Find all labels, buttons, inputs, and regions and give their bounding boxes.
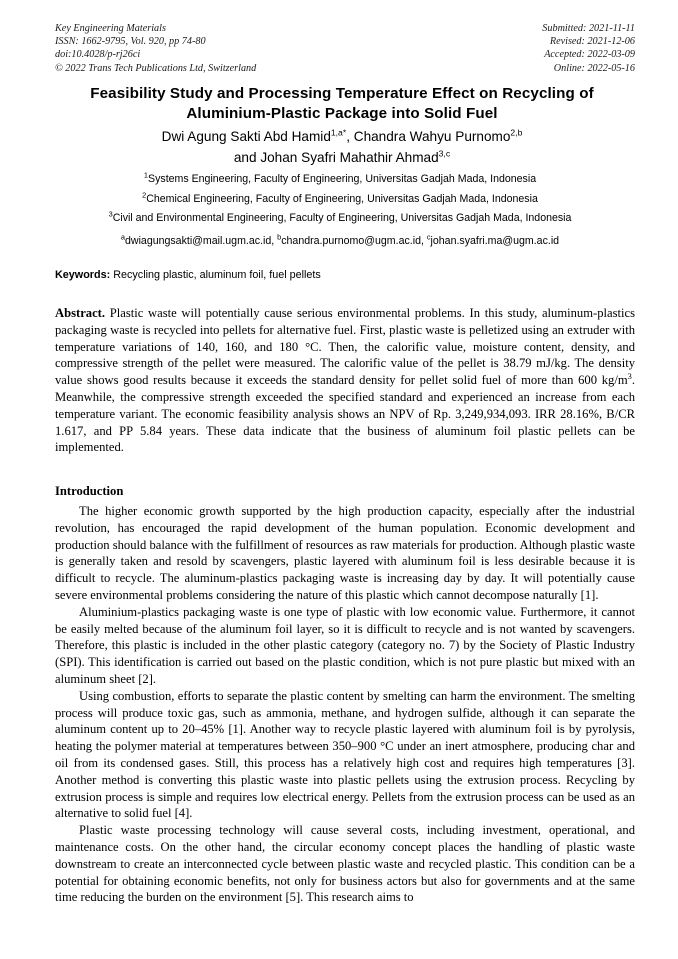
affiliation-marker-2: 2	[142, 189, 147, 199]
email-marker-b: b	[277, 231, 282, 241]
paper-title-line-1: Feasibility Study and Processing Temperature Effect on Recycling of	[90, 85, 594, 102]
paragraph: Aluminium-plastics packaging waste is one type of plastic with low economic value. Furthermore, it cannot be easily melted because of the aluminum foil layer, so it is difficult to recycle and is not wanted by scavengers. Therefore, this plastic is included in the other plastic category (category no. 7) by the Society of Plastic Industry (SPI). This identification is carried out based on the plastic condition, which is not pure plastic but mixed with an aluminum sheet [2].	[55, 604, 635, 686]
author-name-2: Chandra Wahyu Purnomo	[353, 129, 511, 144]
email-marker-a: a	[120, 231, 126, 241]
section-heading-introduction: Introduction	[55, 484, 124, 498]
author-list	[62, 126, 622, 168]
email-address-2[interactable]: chandra.purnomo@ugm.ac.id,	[281, 234, 427, 247]
email-address-3[interactable]: johan.syafri.ma@ugm.ac.id	[430, 234, 560, 247]
author-separator: ,	[346, 129, 354, 144]
paper-title-line-2: Aluminium-Plastic Package into Solid Fuel	[186, 105, 498, 122]
journal-name: Key Engineering Materials	[55, 23, 166, 34]
author-conjunction: and	[233, 150, 261, 165]
keywords-line	[55, 268, 635, 283]
journal-copyright: © 2022 Trans Tech Publications Ltd, Switzerland	[55, 62, 257, 74]
abstract-exponent: 3	[627, 372, 632, 381]
affiliation-2	[30, 190, 650, 210]
date-revised: Revised: 2021-12-06	[549, 36, 635, 48]
date-online: Online: 2022-05-16	[553, 62, 635, 74]
introduction-body	[55, 503, 635, 906]
affiliation-list	[30, 170, 650, 251]
page-title	[62, 84, 622, 124]
affiliation-marker-1: 1	[143, 170, 149, 180]
author-affiliation-marker-3: 3,c	[438, 148, 451, 159]
affiliation-1-text: Systems Engineering, Faculty of Engineering, Universitas Gadjah Mada, Indonesia	[148, 173, 537, 185]
affiliation-marker-3: 3	[108, 209, 113, 219]
author-name-1: Dwi Agung Sakti Abd Hamid	[161, 129, 331, 144]
affiliation-3-text: Civil and Environmental Engineering, Faculty of Engineering, Universitas Gadjah Mada, Indonesia	[112, 212, 572, 224]
affiliation-3	[30, 209, 650, 229]
author-affiliation-marker-1: 1,a*	[330, 127, 347, 138]
journal-header	[55, 22, 635, 75]
author-emails	[30, 232, 650, 252]
author-name-3: Johan Syafri Mahathir Ahmad	[260, 150, 439, 165]
paragraph: The higher economic growth supported by the high production capacity, especially after the industrial revolution, has encouraged the rapid development of the human population. Economic development and production should balance with the fulfillment of resources as raw materials for production. Although plastic waste is generally taken and resold by scavengers, plastic layered with aluminum foil is less desirable because it is difficult to recycle. The aluminum-plastics packaging waste is increasing day by day. It will potentially cause severe environmental problems considering the nature of this plastic which cannot decompose naturally [1].	[55, 504, 635, 602]
paragraph: Plastic waste processing technology will cause several costs, including investment, operational, and maintenance costs. On the other hand, the circular economy concept places the handling of plastic waste downstream to create an interconnected cycle between plastic waste and recycled plastic. This condition can be a potential for obtaining economic benefits, not only for business actors but also for governments and at the same time reducing the burden on the environment [5]. This research aims to	[55, 823, 635, 905]
paragraph: Using combustion, efforts to separate the plastic content by smelting can harm the environment. The smelting process will produce toxic gas, such as ammonia, methane, and hydrogen sulfide, although it can separate the aluminum content up to 20–45% [1]. Another way to recycle plastic layered with aluminum foil is by pyrolysis, heating the polymer material at temperatures between 350–900 °C under an inert atmosphere, producing char and oil from its condensed gases. Still, this process has a relatively high cost and requires high temperatures [3]. Another method is converting this plastic waste into plastic pellets using the extrusion process. Recycling by extrusion process is simple and requires low electrical energy. Pellets from the extrusion process can be used as an alternative to solid fuel [4].	[55, 688, 635, 821]
email-marker-c: c	[426, 231, 431, 241]
date-accepted: Accepted: 2022-03-09	[544, 49, 635, 61]
abstract-label: Abstract.	[55, 306, 106, 320]
keywords-label: Keywords:	[55, 269, 111, 281]
author-line-2	[62, 147, 622, 168]
journal-header-left	[55, 22, 256, 75]
keywords-value: Recycling plastic, aluminum foil, fuel pellets	[110, 269, 321, 281]
abstract-text-part-2: . Meanwhile, the compressive strength exceeded the specified standard and experienced an increase from each temperature variant. The economic feasibility analysis shows an NPV of Rp. 3,249,934,093. IRR 28.16%, B/CR 1.617, and PP 5.84 years. These data indicate that the business of aluminum foil plastic pellets can be implemented.	[55, 373, 635, 455]
author-affiliation-marker-2: 2,b	[510, 127, 523, 138]
journal-doi: doi:10.4028/p-rj26ci	[55, 49, 141, 61]
abstract-text-part-1: Plastic waste will potentially cause serious environmental problems. In this study, aluminum-plastics packaging waste is recycled into pellets for alternative fuel. First, plastic waste is pelletized using an extruder with temperature variations of 140, 160, and 180 °C. Then, the calorific value, moisture content, density, and compressive strength of the pellet were measured. The calorific value of the pellet is 38.79 mJ/kg. The density value shows good results because it exceeds the standard density for pellet solid fuel of more than 600 kg/m	[55, 306, 635, 388]
email-address-1[interactable]: dwiagungsakti@mail.ugm.ac.id,	[125, 234, 278, 247]
journal-header-right	[542, 22, 635, 75]
date-submitted: Submitted: 2021-11-11	[542, 23, 635, 34]
author-line-1	[62, 126, 622, 147]
affiliation-2-text: Chemical Engineering, Faculty of Engineering, Universitas Gadjah Mada, Indonesia	[146, 192, 538, 205]
journal-issn: ISSN: 1662-9795, Vol. 920, pp 74-80	[55, 36, 206, 48]
abstract-section	[55, 305, 635, 456]
affiliation-1	[30, 170, 650, 190]
